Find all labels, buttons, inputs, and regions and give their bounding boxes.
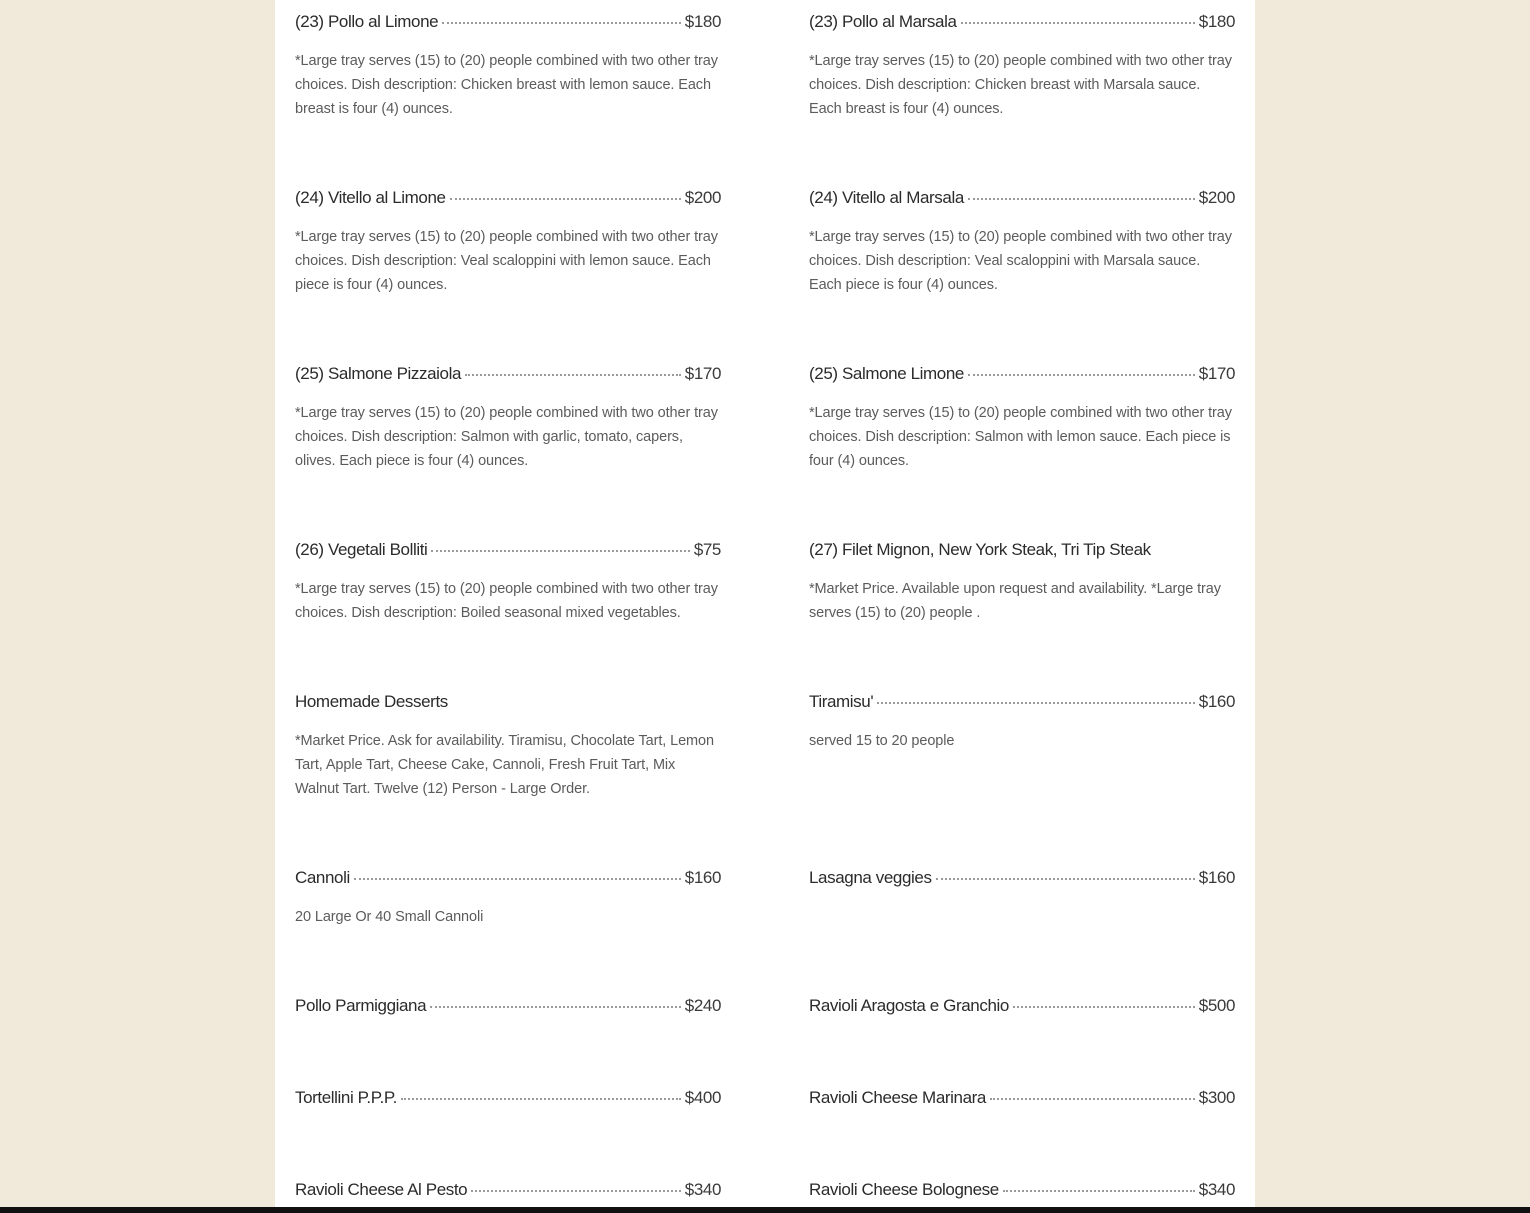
item-price: $160: [684, 868, 721, 887]
item-price: $400: [684, 1088, 721, 1107]
item-price: $300: [1198, 1088, 1235, 1107]
dot-leader: [936, 878, 1195, 880]
item-description: *Large tray serves (15) to (20) people combined with two other tray choices. Dish description: Boiled seasonal mixed vegetables.: [295, 581, 718, 621]
item-price: $160: [1198, 868, 1235, 887]
item-name: Pollo Parmiggiana: [295, 996, 427, 1015]
menu-item: [809, 12, 1235, 121]
item-name: Ravioli Cheese Bolognese: [809, 1180, 999, 1199]
menu-item: [295, 692, 721, 801]
dot-leader: [1013, 1006, 1195, 1008]
item-price: $340: [684, 1180, 721, 1199]
item-description: *Market Price. Available upon request and availability. *Large tray serves (15) to (20) people .: [809, 581, 1221, 621]
item-description: *Large tray serves (15) to (20) people combined with two other tray choices. Dish description: Veal scaloppini with lemon sauce. Each piece is four (4) ounces.: [295, 229, 718, 293]
item-name: (25) Salmone Limone: [809, 364, 964, 383]
menu-item: [295, 868, 721, 929]
item-price: $170: [684, 364, 721, 383]
item-description: served 15 to 20 people: [809, 733, 955, 749]
menu-item: [809, 692, 1235, 753]
item-price: $340: [1198, 1180, 1235, 1199]
dot-leader: [968, 374, 1195, 376]
menu-item: [295, 364, 721, 473]
menu-item: [295, 1088, 721, 1112]
menu-item: [295, 188, 721, 297]
dot-leader: [1003, 1190, 1195, 1192]
item-name: Tiramisu': [809, 692, 874, 711]
menu-item: [809, 364, 1235, 473]
item-name: Ravioli Cheese Marinara: [809, 1088, 986, 1107]
dot-leader: [450, 198, 681, 200]
item-name: Homemade Desserts: [295, 692, 448, 711]
menu-item: [809, 1088, 1235, 1112]
item-name: (24) Vitello al Marsala: [809, 188, 964, 207]
item-description: 20 Large Or 40 Small Cannoli: [295, 909, 484, 925]
dot-leader: [465, 374, 681, 376]
menu-item: [809, 540, 1235, 625]
item-name: Ravioli Cheese Al Pesto: [295, 1180, 468, 1199]
item-description: *Large tray serves (15) to (20) people combined with two other tray choices. Dish description: Salmon with lemon sauce. Each piece is four (4) ounces.: [809, 405, 1232, 469]
menu-page: [275, 0, 1255, 1207]
item-price: $500: [1198, 996, 1235, 1015]
item-name: (26) Vegetali Bolliti: [295, 540, 428, 559]
dot-leader: [442, 22, 681, 24]
item-price: $240: [684, 996, 721, 1015]
menu-item: [809, 996, 1235, 1020]
menu-item: [809, 868, 1235, 892]
item-name: Ravioli Aragosta e Granchio: [809, 996, 1009, 1015]
dot-leader: [401, 1098, 681, 1100]
item-price: $75: [693, 540, 721, 559]
item-name: (25) Salmone Pizzaiola: [295, 364, 462, 383]
item-description: *Large tray serves (15) to (20) people combined with two other tray choices. Dish description: Chicken breast with lemon sauce. Each breast is four (4) ounces.: [295, 53, 718, 117]
menu-item: [809, 1180, 1235, 1204]
item-description: *Large tray serves (15) to (20) people combined with two other tray choices. Dish description: Chicken breast with Marsala sauce. Each breast is four (4) ounces.: [809, 53, 1232, 117]
item-price: $170: [1198, 364, 1235, 383]
item-name: Cannoli: [295, 868, 350, 887]
dot-leader: [471, 1190, 681, 1192]
dot-leader: [968, 198, 1195, 200]
item-description: *Large tray serves (15) to (20) people combined with two other tray choices. Dish description: Veal scaloppini with Marsala sauce. Each piece is four (4) ounces.: [809, 229, 1232, 293]
menu-item: [295, 1180, 721, 1204]
item-name: (24) Vitello al Limone: [295, 188, 446, 207]
item-name: Lasagna veggies: [809, 868, 932, 887]
item-price: $180: [684, 12, 721, 31]
item-price: $180: [1198, 12, 1235, 31]
item-description: *Market Price. Ask for availability. Tiramisu, Chocolate Tart, Lemon Tart, Apple Tart, Cheese Cake, Cannoli, Fresh Fruit Tart, Mix Walnut Tart. Twelve (12) Person - Large Order.: [295, 733, 714, 797]
menu-item: [295, 540, 721, 625]
dot-leader: [961, 22, 1195, 24]
dot-leader: [990, 1098, 1195, 1100]
dot-leader: [431, 550, 689, 552]
item-name: (27) Filet Mignon, New York Steak, Tri Tip Steak: [809, 540, 1151, 559]
item-name: (23) Pollo al Limone: [295, 12, 439, 31]
dot-leader: [877, 702, 1195, 704]
menu-item: [295, 996, 721, 1020]
menu-item: [295, 12, 721, 121]
item-name: Tortellini P.P.P.: [295, 1088, 397, 1107]
item-price: $200: [1198, 188, 1235, 207]
item-name: (23) Pollo al Marsala: [809, 12, 957, 31]
dot-leader: [354, 878, 681, 880]
item-description: *Large tray serves (15) to (20) people combined with two other tray choices. Dish description: Salmon with garlic, tomato, capers, olives. Each piece is four (4) ounces.: [295, 405, 718, 469]
bottom-edge-bar: [0, 1207, 1530, 1213]
item-price: $200: [684, 188, 721, 207]
item-price: $160: [1198, 692, 1235, 711]
menu-item: [809, 188, 1235, 297]
dot-leader: [430, 1006, 681, 1008]
